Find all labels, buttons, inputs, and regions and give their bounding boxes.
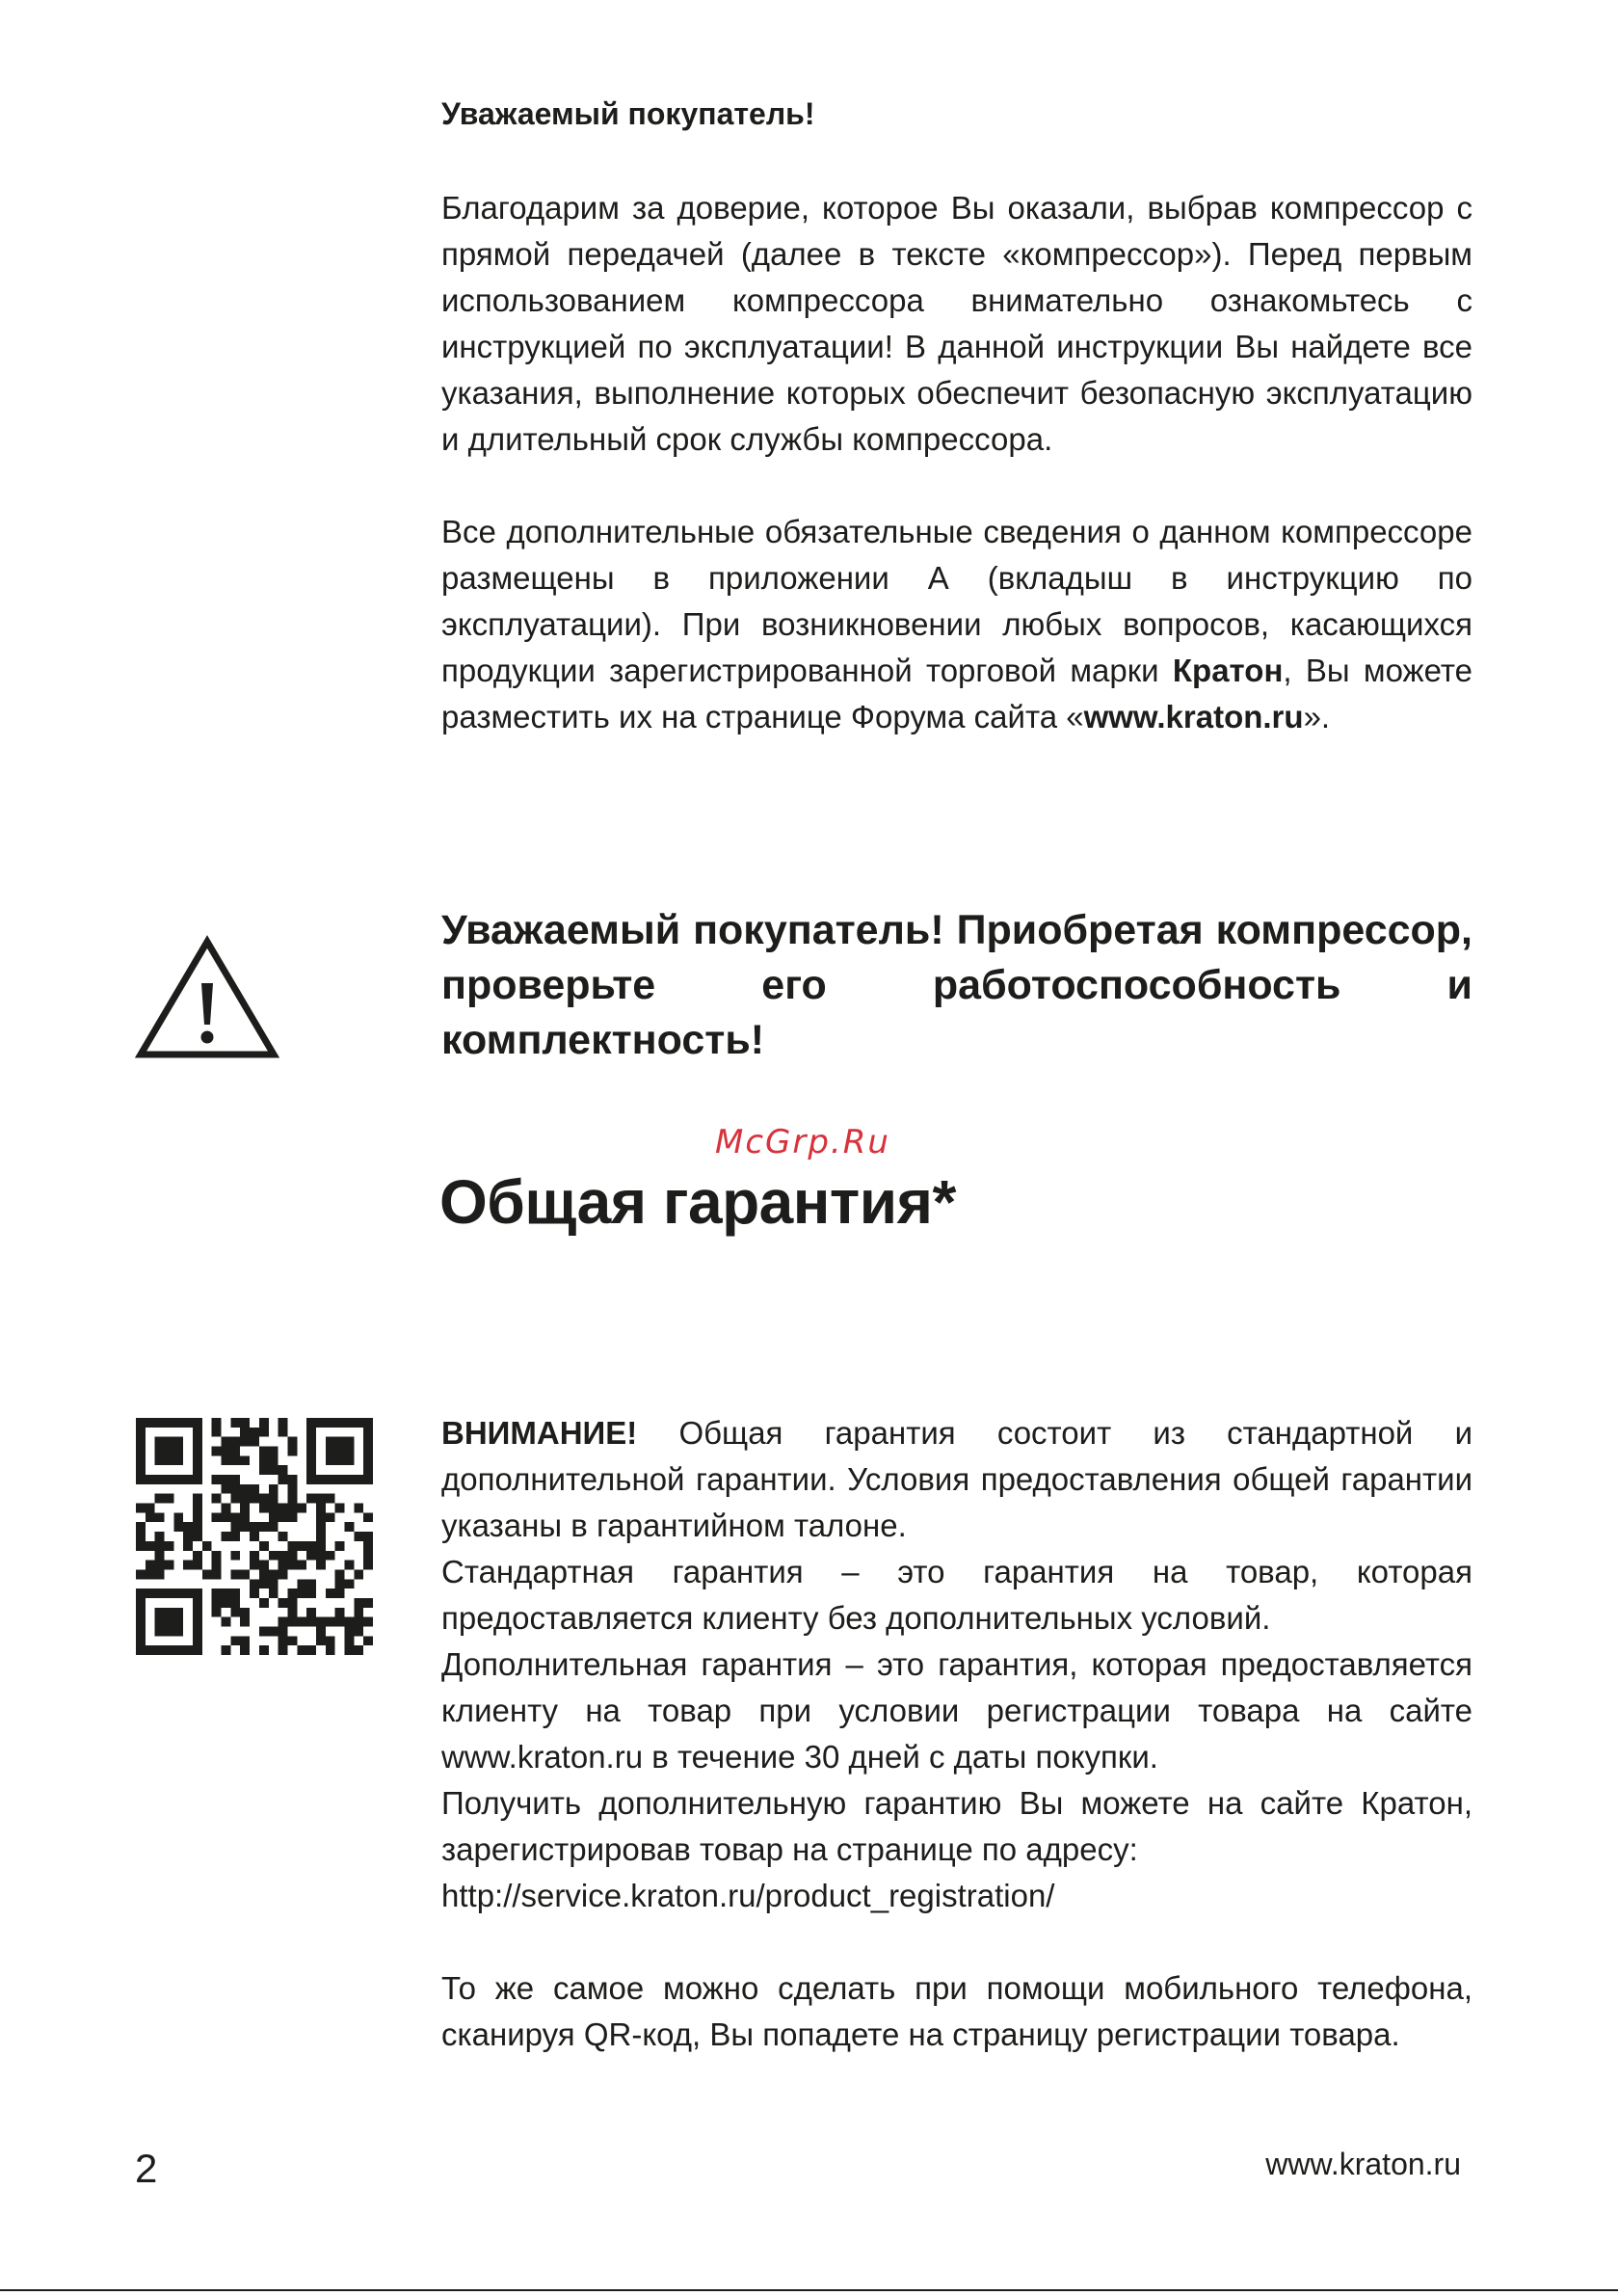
greeting: Уважаемый покупатель!: [441, 96, 815, 131]
page-number: 2: [135, 2146, 158, 2191]
registration-text: Получить дополнительную гарантию Вы можете на сайте Кратон, зарегистрировав товар на странице по адресу:: [441, 1785, 1472, 1867]
guarantee-text: [441, 1410, 1472, 1919]
additional-guarantee-text: Дополнительная гарантия – это гарантия, которая предоставляется клиенту на товар при условии регистрации товара на сайте www.kraton.ru в течение 30 дней с даты покупки.: [441, 1646, 1472, 1775]
standard-guarantee-text: Стандартная гарантия – это гарантия на товар, которая предоставляется клиенту без дополнительных условий.: [441, 1554, 1472, 1636]
brand-name: Кратон: [1172, 653, 1284, 688]
registration-url[interactable]: http://service.kraton.ru/product_registration/: [441, 1878, 1055, 1913]
intro-paragraph: Благодарим за доверие, которое Вы оказали, выбрав компрессор с прямой передачей (далее в тексте «компрессор»). Перед первым использованием компрессора внимательно ознакомьтесь с инструкцией по эксплуатации! В данной инструкции Вы найдете все указания, выполнение которых обеспечит безопасную эксплуатацию и длительный срок службы компрессора.: [441, 190, 1472, 457]
info-paragraph: [441, 509, 1472, 740]
attention-paragraph: [441, 1410, 1472, 1549]
watermark: McGrp.Ru: [715, 1123, 890, 1161]
info-text-mid: , Вы можете разместить их на странице Форума сайта «: [441, 653, 1472, 734]
info-text-end: ».: [1303, 699, 1331, 734]
mobile-paragraph: То же самое можно сделать при помощи мобильного телефона, сканируя QR-код, Вы попадете на страницу регистрации товара.: [441, 1970, 1472, 2052]
site-link[interactable]: www.kraton.ru: [1083, 699, 1304, 734]
warning-triangle-icon: [135, 935, 279, 1060]
section-title: Общая гарантия*: [439, 1167, 956, 1237]
footer-url[interactable]: www.kraton.ru: [1265, 2147, 1461, 2181]
warning-heading: Уважаемый покупатель! Приобретая компрессор, проверьте его работоспособность и комплектность!: [441, 907, 1472, 1063]
attention-label: ВНИМАНИЕ!: [441, 1415, 638, 1451]
qr-code-icon: [136, 1418, 373, 1655]
attention-text: Общая гарантия состоит из стандартной и дополнительной гарантии. Условия предоставления общей гарантии указаны в гарантийном талоне.: [441, 1415, 1472, 1543]
info-text-start: Все дополнительные обязательные сведения о данном компрессоре размещены в приложении А (вкладыш в инструкцию по эксплуатации). При возникновении любых вопросов, касающихся продукции зарегистрированной торговой марки: [441, 514, 1472, 688]
bottom-border: [0, 2289, 1618, 2291]
